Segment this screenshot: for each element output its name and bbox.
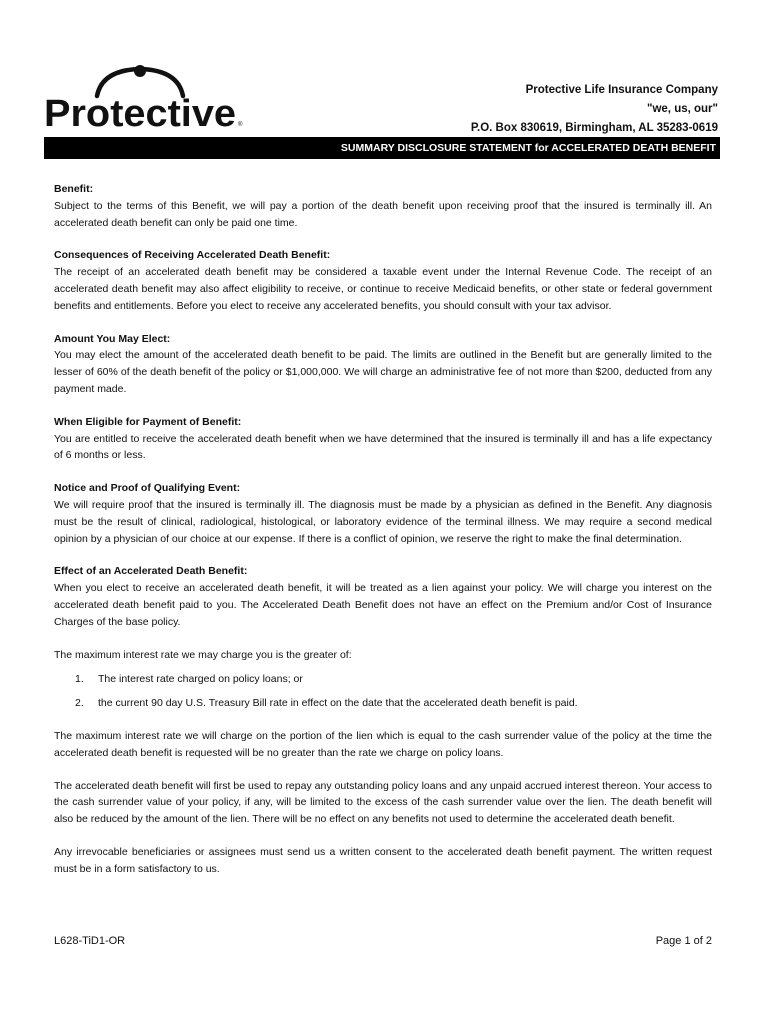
registered-mark: ® <box>238 122 243 128</box>
section-text: We will require proof that the insured is terminally ill. The diagnosis must be made by a physician as defined in the Benefit. Any diagnosis must be the result of clinical, radiological, histological, or laboratory evidence of the terminal illness. We may require a second medical opinion by a physician of our choice at our expense. If there is a conflict of opinion, we reserve the right to make the final determination. <box>54 498 712 545</box>
list-item-number: 2. <box>75 697 84 710</box>
section-heading: Benefit: <box>54 183 94 195</box>
paragraph-max-interest: The maximum interest rate we will charge on the portion of the lien which is equal to the cash surrender value of the policy at the time the accelerated death benefit is requested will be no greater than the rate we charge on policy loans. <box>54 729 712 759</box>
paragraph-beneficiary-consent: Any irrevocable beneficiaries or assignees must send us a written consent to the accelerated death benefit payment. The written request must be in a form satisfactory to us. <box>54 845 712 875</box>
interest-rate-list <box>54 671 712 712</box>
document-title-banner: SUMMARY DISCLOSURE STATEMENT for ACCELERATED DEATH BENEFIT <box>44 137 720 159</box>
paragraph-loan-repayment: The accelerated death benefit will first be used to repay any outstanding policy loans and any unpaid accrued interest thereon. Your access to the cash surrender value of your policy, if any, will be limited to the excess of the cash surrender value over the lien. The death benefit will also be reduced by the amount of the lien. There will be no effect on any benefits not used to determine the accelerated death benefit. <box>54 779 712 826</box>
section-heading: Amount You May Elect: <box>54 332 171 345</box>
section-benefit <box>54 181 712 231</box>
section-text: Subject to the terms of this Benefit, we will pay a portion of the death benefit upon receiving proof that the insured is terminally ill. An accelerated death benefit can only be paid one time. <box>54 199 712 229</box>
company-address-block <box>471 81 718 138</box>
protective-logo <box>42 62 252 132</box>
section-consequences <box>54 247 712 314</box>
section-heading: Consequences of Receiving Accelerated Death Benefit: <box>54 249 331 262</box>
list-item-text: The interest rate charged on policy loans; or <box>98 673 303 686</box>
form-number: L628-TiD1-OR <box>54 935 126 947</box>
page-number: Page 1 of 2 <box>655 935 712 947</box>
company-address: P.O. Box 830619, Birmingham, AL 35283-0619 <box>470 122 718 134</box>
interest-intro: The maximum interest rate we may charge you is the greater of: <box>54 648 352 661</box>
section-notice-proof <box>54 480 712 547</box>
section-text: You are entitled to receive the accelerated death benefit when we have determined that the insured is terminally ill and has a life expectancy of 6 months or less. <box>54 432 712 462</box>
logo-wordmark: Protective <box>44 93 236 132</box>
document-body <box>54 181 712 894</box>
company-name: Protective Life Insurance Company <box>525 84 718 96</box>
list-item <box>54 695 712 712</box>
section-text: You may elect the amount of the accelerated death benefit to be paid. The limits are outlined in the Benefit but are generally limited to the lesser of 60% of the death benefit of the policy or $1,000,000. We will charge an administrative fee of not more than $200, deducted from any payment made. <box>54 349 712 395</box>
list-item-number: 1. <box>75 673 84 686</box>
company-alias: "we, us, our" <box>647 103 718 115</box>
section-effect <box>54 563 712 630</box>
section-text: The receipt of an accelerated death benefit may be considered a taxable event under the Internal Revenue Code. The receipt of an accelerated death benefit may also affect eligibility to receive, or continue to receive Medicaid benefits, or other state or federal government benefits and entitlements. Before you elect to receive any accelerated benefits, you should consult with your tax advisor. <box>54 266 712 312</box>
section-heading: When Eligible for Payment of Benefit: <box>54 415 242 428</box>
section-heading: Notice and Proof of Qualifying Event: <box>54 482 241 495</box>
list-item-text: the current 90 day U.S. Treasury Bill rate in effect on the date that the accelerated death benefit is paid. <box>98 697 578 710</box>
section-eligibility <box>54 414 712 464</box>
section-text: When you elect to receive an accelerated death benefit, it will be treated as a lien against your policy. We will charge you interest on the accelerated death benefit paid to you. The Accelerated Death Benefit does not have an effect on the Premium and/or Cost of Insurance Charges of the base policy. <box>54 582 712 628</box>
section-amount <box>54 331 712 398</box>
umbrella-logo-icon <box>42 62 252 132</box>
section-heading: Effect of an Accelerated Death Benefit: <box>54 565 248 578</box>
list-item <box>54 671 712 688</box>
